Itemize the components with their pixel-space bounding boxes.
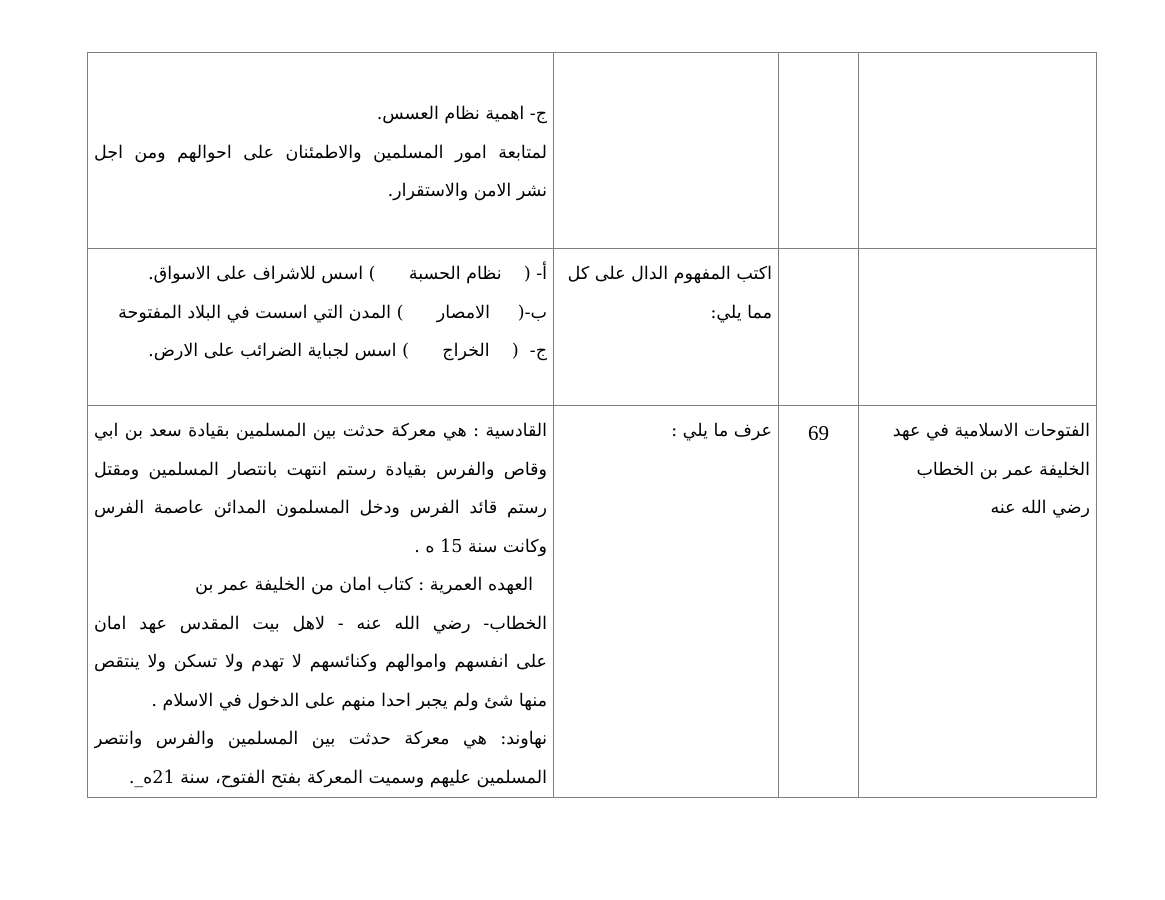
table-row	[88, 53, 1097, 249]
concept-item-amsar: ب-( الامصار ) المدن التي اسست في البلاد المفتوحة	[118, 302, 547, 323]
topic-line: رضي الله عنه	[990, 498, 1090, 518]
question-line: مما يلي:	[710, 302, 772, 323]
topic-cell	[859, 249, 1097, 406]
table-row	[88, 249, 1097, 406]
answer-cell	[88, 406, 554, 798]
question-cell	[554, 53, 779, 249]
lesson-number: 69	[808, 421, 829, 445]
answer-line: وكانت سنة 15 ه .	[414, 536, 547, 557]
answer-line: القادسية : هي معركة حدثت بين المسلمين بقيادة سعد بن ابي	[94, 421, 547, 441]
topic-cell	[859, 406, 1097, 798]
topic-cell	[859, 53, 1097, 249]
lesson-table	[87, 52, 1097, 798]
number-cell	[779, 53, 859, 249]
answer-line: وقاص والفرس بقيادة رستم انتهت بانتصار المسلمين ومقتل	[94, 459, 547, 480]
answer-line: المسلمين عليهم وسميت المعركة بفتح الفتوح، سنة 21ه_.	[128, 767, 547, 788]
answer-line: رستم قائد الفرس ودخل المسلمون المدائن عاصمة الفرس	[94, 498, 547, 518]
answer-line: نشر الامن والاستقرار.	[387, 181, 547, 201]
number-cell	[779, 249, 859, 406]
answer-line: لمتابعة امور المسلمين والاطمئنان على احوالهم ومن اجل	[94, 142, 547, 163]
answer-line: الخطاب- رضي الله عنه - لاهل بيت المقدس عهد امان	[94, 613, 547, 634]
answer-line: نهاوند: هي معركة حدثت بين المسلمين والفرس وانتصر	[94, 729, 547, 749]
question-cell	[554, 406, 779, 798]
topic-line: الخليفة عمر بن الخطاب	[916, 459, 1090, 480]
question-line: عرف ما يلي :	[671, 421, 772, 441]
number-cell	[779, 406, 859, 798]
answer-cell	[88, 53, 554, 249]
table-row	[88, 406, 1097, 798]
concept-item-kharaj: ج- ( الخراج ) اسس لجباية الضرائب على الارض.	[148, 341, 547, 361]
answer-line: على انفسهم واموالهم وكنائسهم لا تهدم ولا تسكن ولا ينتقص	[94, 652, 547, 672]
answer-line: منها شئ ولم يجبر احدا منهم على الدخول في الاسلام .	[151, 690, 547, 711]
answer-line: العهده العمرية : كتاب امان من الخليفة عمر بن	[195, 575, 533, 595]
topic-line: الفتوحات الاسلامية في عهد	[892, 421, 1090, 441]
concept-item-hisba: أ- ( نظام الحسبة ) اسس للاشراف على الاسواق.	[148, 264, 547, 284]
question-line: اكتب المفهوم الدال على كل	[567, 264, 772, 284]
question-cell	[554, 249, 779, 406]
answer-cell	[88, 249, 554, 406]
answer-line: ج- اهمية نظام العسس.	[376, 104, 547, 124]
